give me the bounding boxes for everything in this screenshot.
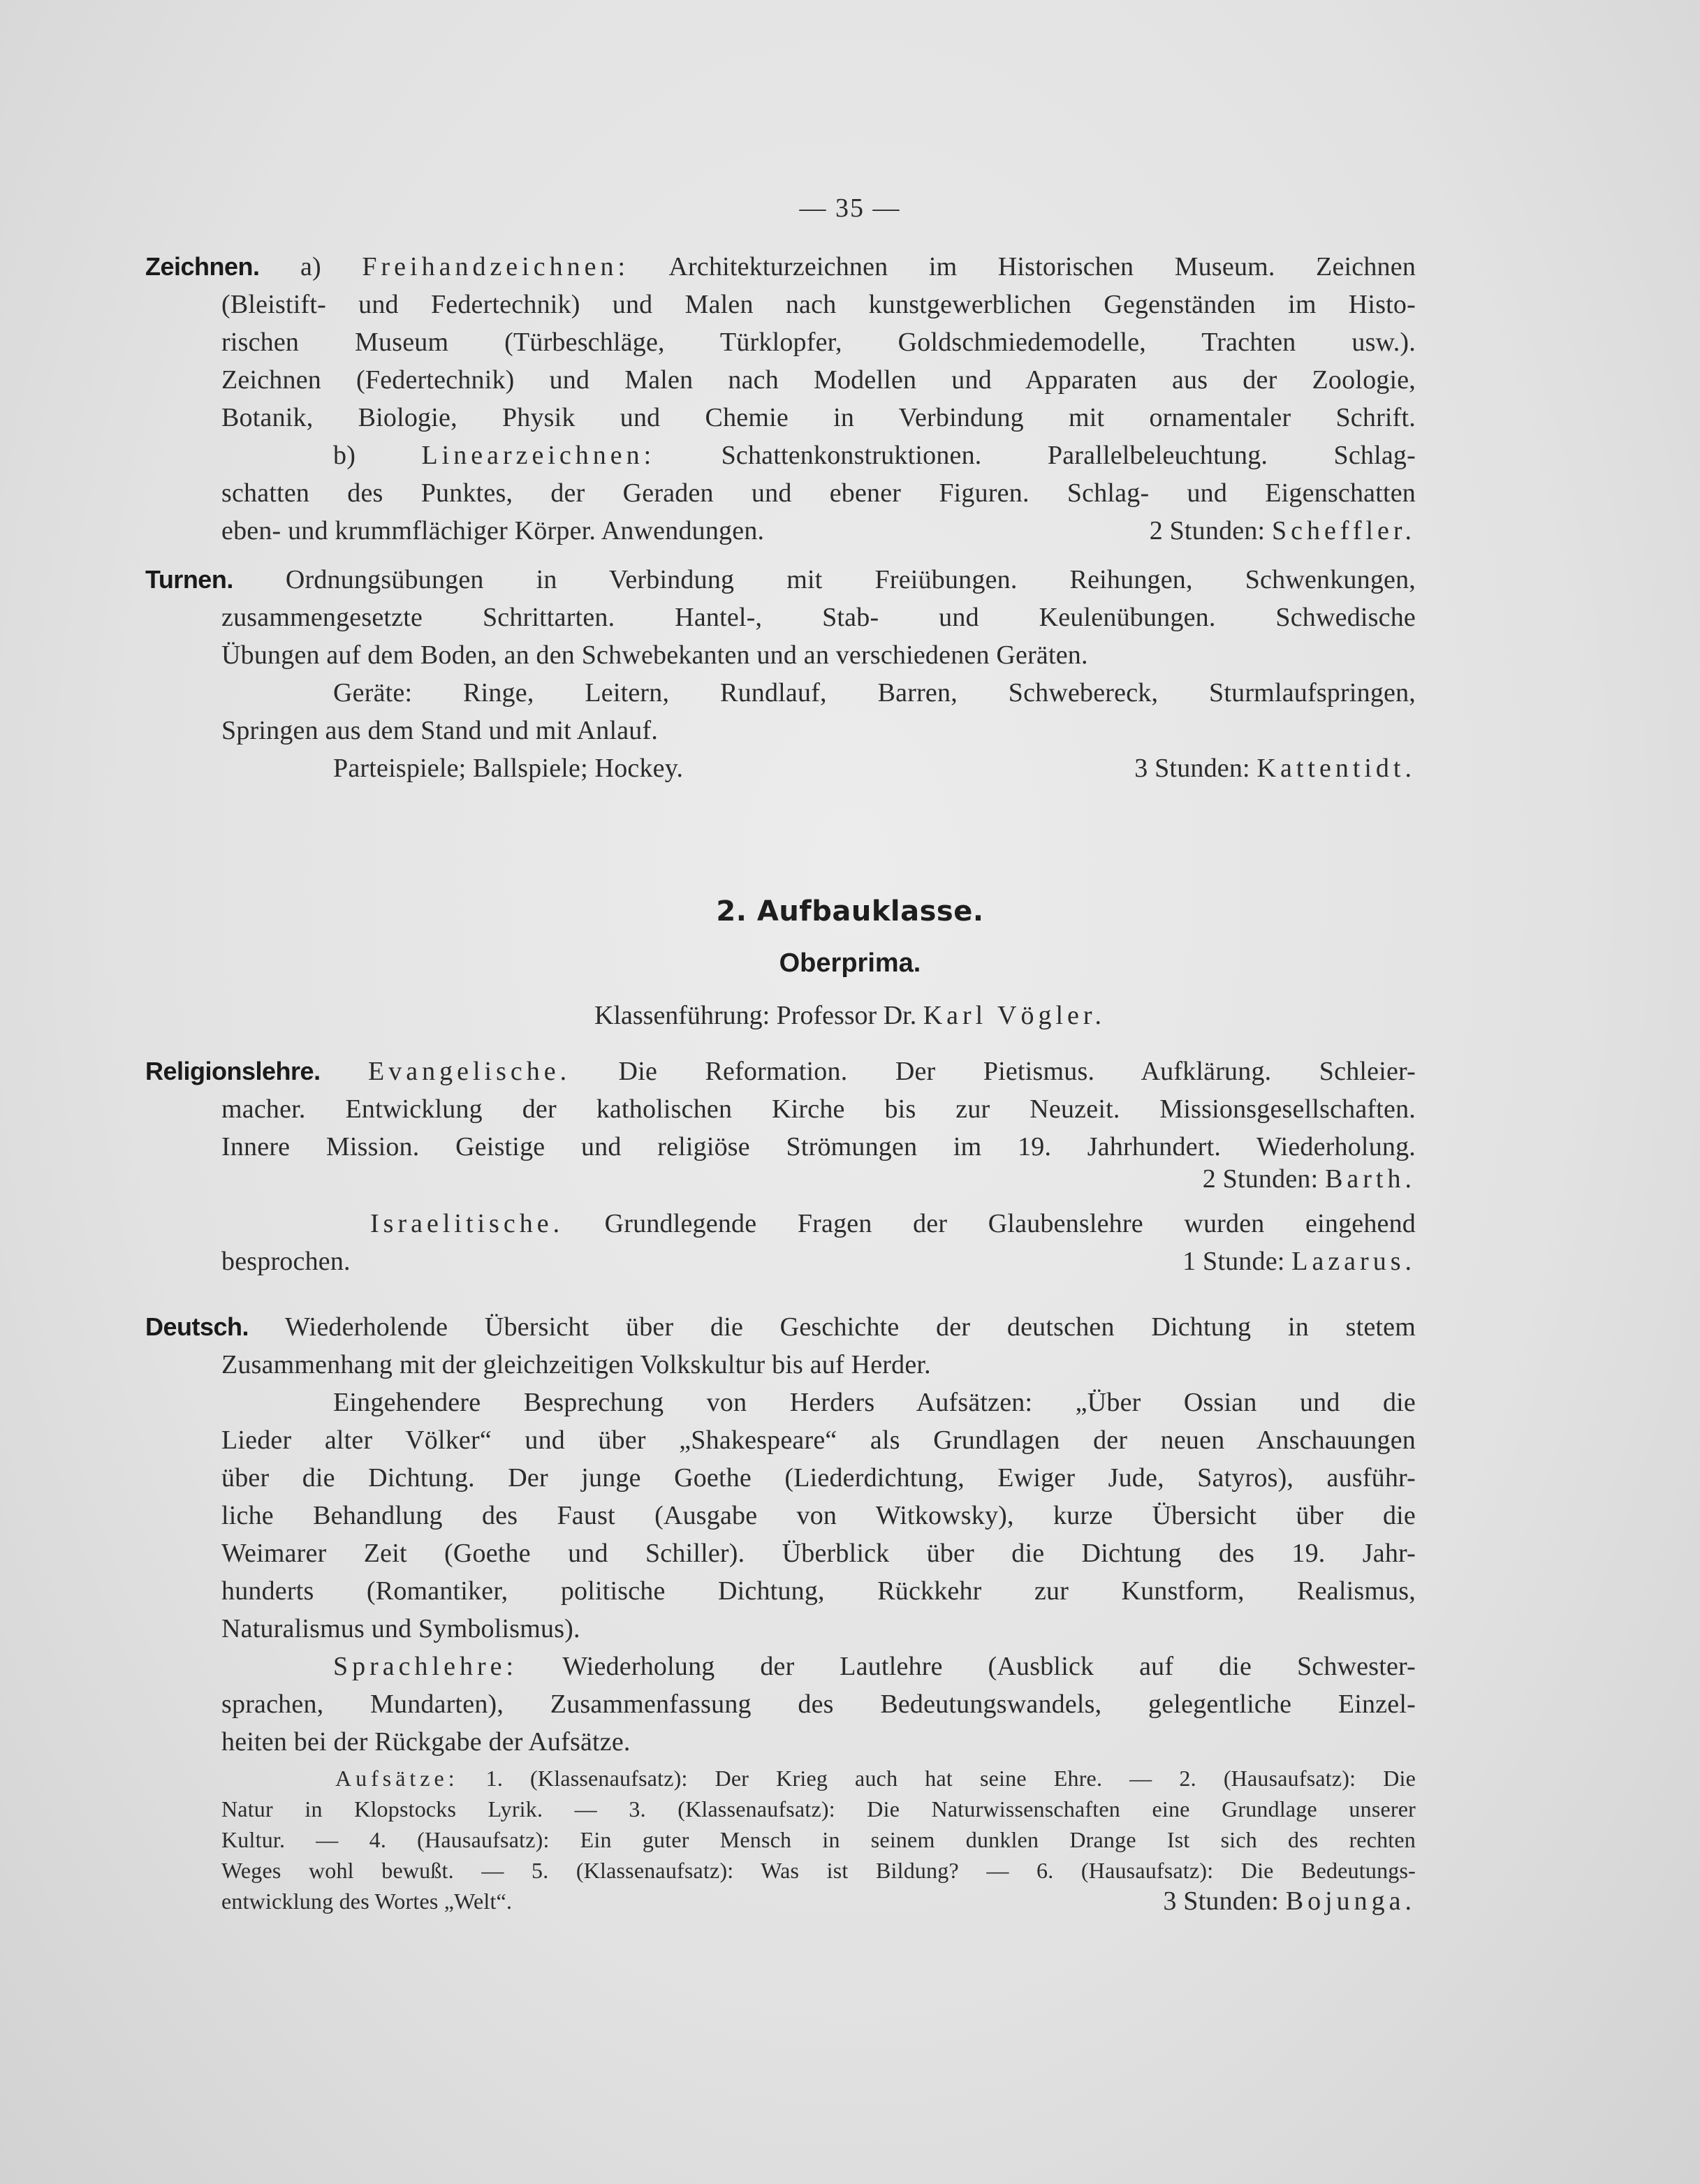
deutsch-line-9: Naturalismus und Symbolismus). (221, 1614, 580, 1643)
religion-line-2: macher. Entwicklung der katholischen Kirche bis zur Neuzeit. Missionsgesellschaften. (221, 1094, 1416, 1124)
deutsch-line-7: Weimarer Zeit (Goethe und Schiller). Überblick über die Dichtung des 19. Jahr- (221, 1539, 1416, 1568)
aufsaetze-line-1: Aufsätze: 1. (Klassenaufsatz): Der Krieg auch hat seine Ehre. — 2. (Hausaufsatz): Die (335, 1766, 1416, 1791)
section-subtitle: Oberprima. (779, 948, 921, 978)
deutsch-line-4: Lieder alter Völker“ und über „Shakespeare“ als Grundlagen der neuen Anschauungen (221, 1426, 1416, 1455)
turnen-line-5: Springen aus dem Stand und mit Anlauf. (221, 716, 659, 745)
zeichnen-line-7: schatten des Punktes, der Geraden und ebener Figuren. Schlag- und Eigenschatten (221, 478, 1416, 508)
deutsch-line-3: Eingehendere Besprechung von Herders Aufsätzen: „Über Ossian und die (333, 1388, 1416, 1417)
klassen-teacher: Karl Vögler. (923, 1001, 1106, 1030)
turnen-line-3: Übungen auf dem Boden, an den Schwebekanten und an verschiedenen Geräten. (221, 640, 1088, 670)
section-title: 2. Aufbauklasse. (716, 895, 984, 928)
religion-hours-2: 1 Stunde: Lazarus. (1182, 1247, 1416, 1276)
zeichnen-heading: Zeichnen. (145, 252, 260, 281)
religion-hours-1: 2 Stunden: Barth. (1202, 1164, 1416, 1194)
zeichnen-line-2: (Bleistift- und Federtechnik) und Malen nach kunstgewerblichen Gegenständen im Histo- (221, 290, 1416, 319)
turnen-line-4: Geräte: Ringe, Leitern, Rundlauf, Barren, Schwebereck, Sturmlaufspringen, (333, 678, 1416, 708)
deutsch-line-6: liche Behandlung des Faust (Ausgabe von Witkowsky), kurze Übersicht über die (221, 1501, 1416, 1530)
klassenfuehrung: Klassenführung: Professor Dr. Karl Vögler. (594, 1001, 1106, 1030)
religion-line-4 (221, 1161, 1416, 1197)
religion-line-3: Innere Mission. Geistige und religiöse Strömungen im 19. Jahrhundert. Wiederholung. (221, 1132, 1416, 1161)
zeichnen-line-4: Zeichnen (Federtechnik) und Malen nach Modellen und Apparaten aus der Zoologie, (221, 365, 1416, 395)
turnen-hours: 3 Stunden: Kattentidt. (1134, 754, 1416, 783)
religion-heading: Religionslehre. (145, 1057, 321, 1085)
deutsch-line-11: sprachen, Mundarten), Zusammenfassung des Bedeutungswandels, gelegentliche Einzel- (221, 1690, 1416, 1719)
aufsaetze-line-4: Weges wohl bewußt. — 5. (Klassenaufsatz): Was ist Bildung? — 6. (Hausaufsatz): Die Bedeutungs- (221, 1858, 1416, 1883)
aufsaetze-line-5: entwicklung des Wortes „Welt“. 3 Stunden: Bojunga. (221, 1886, 1416, 1916)
religion-line-6: besprochen. 1 Stunde: Lazarus. (221, 1243, 1416, 1280)
deutsch-line-8: hunderts (Romantiker, politische Dichtung, Rückkehr zur Kunstform, Realismus, (221, 1576, 1416, 1606)
deutsch-line-2: Zusammenhang mit der gleichzeitigen Volkskultur bis auf Herder. (221, 1350, 931, 1379)
deutsch-line-10: Sprachlehre: Wiederholung der Lautlehre (Ausblick auf die Schwester- (333, 1652, 1416, 1681)
zeichnen-line-8: eben- und krummflächiger Körper. Anwendungen. 2 Stunden: Scheffler. (221, 513, 1416, 549)
turnen-line-6: Parteispiele; Ballspiele; Hockey. 3 Stunden: Kattentidt. (333, 750, 1416, 786)
deutsch-teacher: Bojunga. (1285, 1886, 1416, 1916)
zeichnen-line-5: Botanik, Biologie, Physik und Chemie in Verbindung mit ornamentaler Schrift. (221, 403, 1416, 432)
zeichnen-hours: 2 Stunden: Scheffler. (1149, 516, 1416, 545)
religion-line-5: Israelitische. Grundlegende Fragen der Glaubenslehre wurden eingehend (370, 1209, 1416, 1238)
deutsch-hours: 3 Stunden: Bojunga. (1163, 1886, 1416, 1916)
page-number: — 35 — (799, 193, 901, 223)
turnen-line-2: zusammengesetzte Schrittarten. Hantel-, Stab- und Keulenübungen. Schwedische (221, 603, 1416, 632)
aufsaetze-line-2: Natur in Klopstocks Lyrik. — 3. (Klassenaufsatz): Die Naturwissenschaften eine Grundlage unserer (221, 1796, 1416, 1822)
religion-teacher-1: Barth. (1325, 1164, 1416, 1194)
deutsch-line-1: Deutsch. Wiederholende Übersicht über die Geschichte der deutschen Dichtung in stetem (145, 1312, 1416, 1342)
turnen-teacher: Kattentidt. (1256, 754, 1416, 783)
zeichnen-teacher: Scheffler. (1272, 516, 1416, 545)
turnen-line-1: Turnen. Ordnungsübungen in Verbindung mit Freiübungen. Reihungen, Schwenkungen, (145, 565, 1416, 594)
deutsch-heading: Deutsch. (145, 1312, 249, 1341)
religion-teacher-2: Lazarus. (1291, 1247, 1416, 1276)
religion-line-1: Religionslehre. Evangelische. Die Reformation. Der Pietismus. Aufklärung. Schleier- (145, 1057, 1416, 1086)
deutsch-line-5: über die Dichtung. Der junge Goethe (Liederdichtung, Ewiger Jude, Satyros), ausführ- (221, 1463, 1416, 1493)
zeichnen-line-6: b) Linearzeichnen: Schattenkonstruktionen. Parallelbeleuchtung. Schlag- (333, 441, 1416, 470)
deutsch-line-12: heiten bei der Rückgabe der Aufsätze. (221, 1727, 631, 1757)
turnen-heading: Turnen. (145, 565, 233, 594)
aufsaetze-line-3: Kultur. — 4. (Hausaufsatz): Ein guter Mensch in seinem dunklen Drange Ist sich des rechten (221, 1827, 1416, 1852)
zeichnen-line-1: Zeichnen. a) Freihandzeichnen: Architekturzeichnen im Historischen Museum. Zeichnen (145, 252, 1416, 281)
zeichnen-line-3: rischen Museum (Türbeschläge, Türklopfer, Goldschmiedemodelle, Trachten usw.). (221, 328, 1416, 357)
